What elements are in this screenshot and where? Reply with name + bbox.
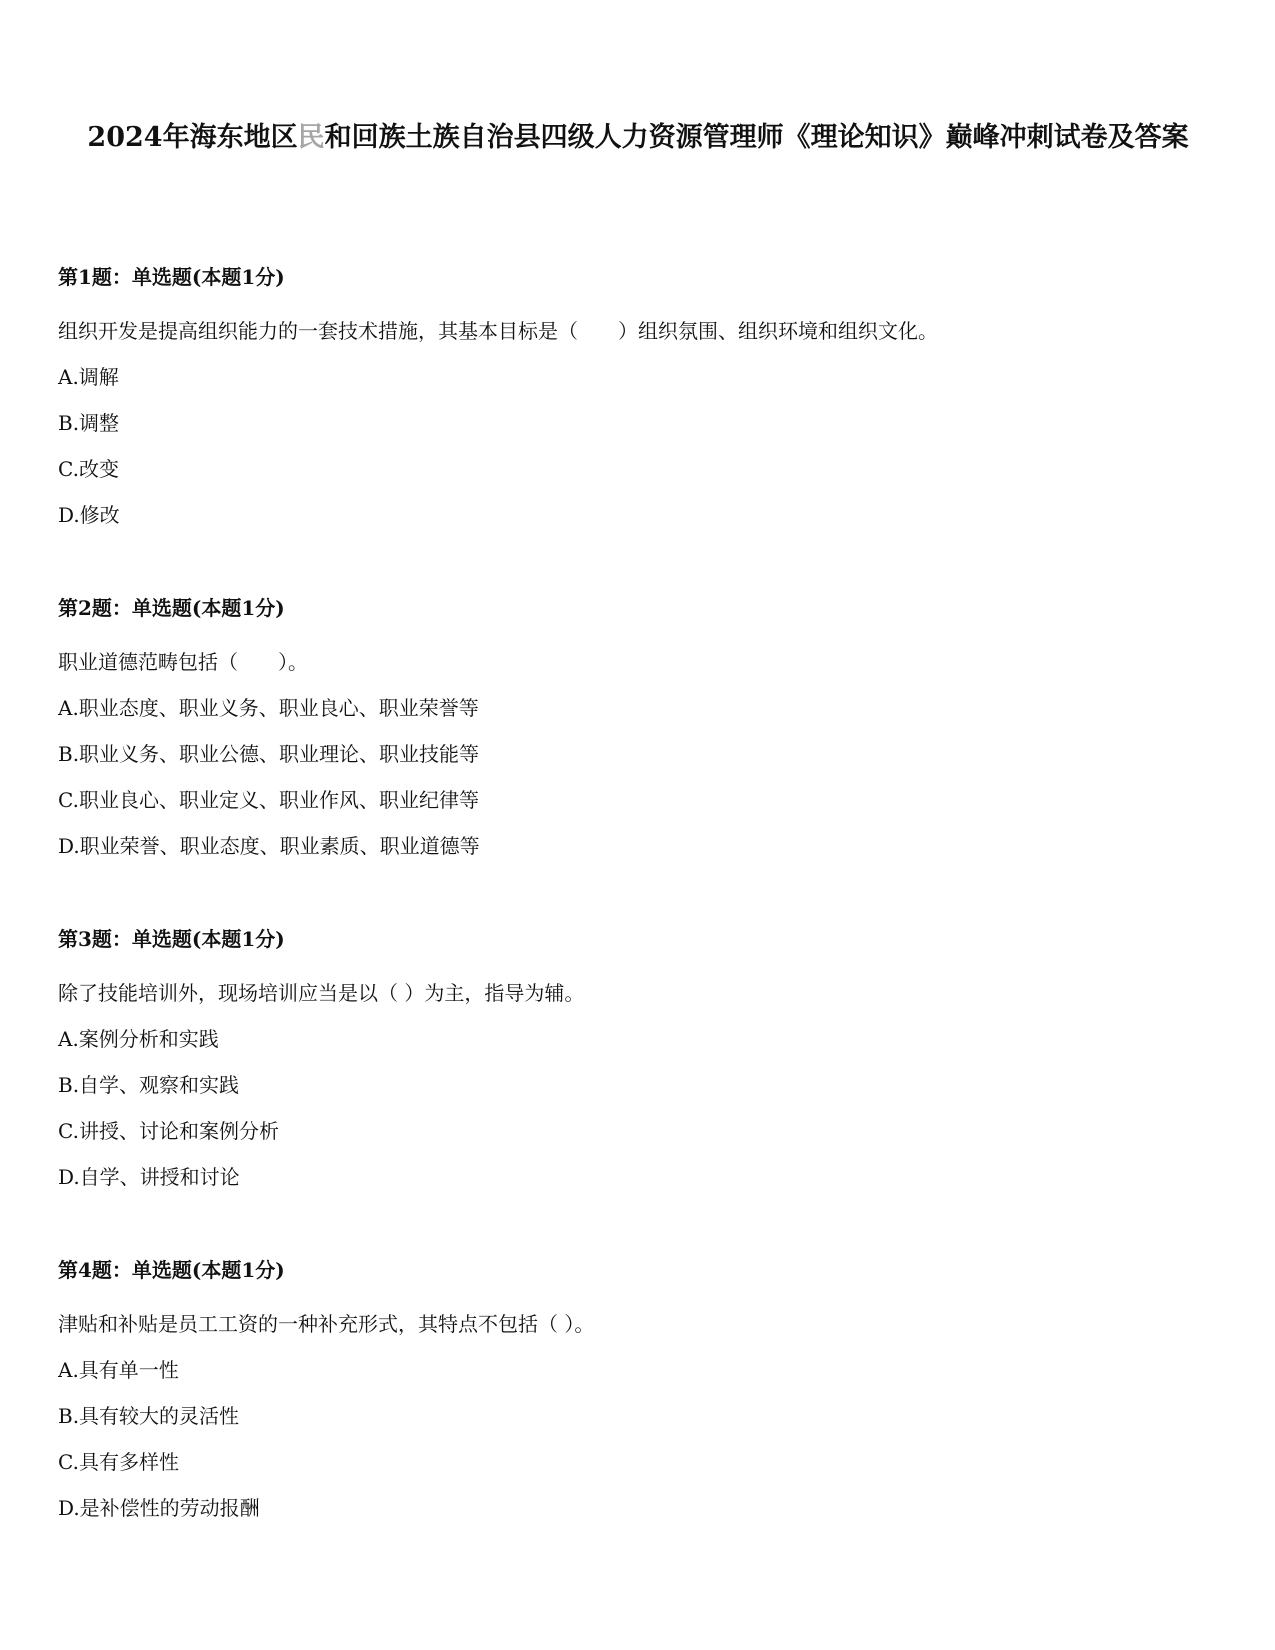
question-stem: 职业道德范畴包括（ ）。	[58, 650, 308, 674]
question-2	[58, 593, 1218, 861]
question-1	[58, 262, 1218, 530]
title-text-part2: 和回族土族自治县四级人力资源管理师《理论知识》巅峰冲刺试卷及答案	[324, 122, 1189, 153]
document-title	[58, 116, 1218, 160]
question-stem: 除了技能培训外，现场培训应当是以（ ）为主，指导为辅。	[58, 981, 585, 1005]
option-c: C.职业良心、职业定义、职业作风、职业纪律等	[58, 788, 479, 812]
question-header: 第4题：单选题(本题1分)	[58, 1258, 285, 1282]
question-4	[58, 1255, 1218, 1523]
option-d: D.自学、讲授和讨论	[58, 1165, 240, 1189]
question-stem: 组织开发是提高组织能力的一套技术措施，其基本目标是（ ）组织氛围、组织环境和组织文化。	[58, 319, 938, 343]
option-c: C.讲授、讨论和案例分析	[58, 1119, 279, 1143]
option-b: B.调整	[58, 411, 120, 435]
question-header: 第2题：单选题(本题1分)	[58, 596, 285, 620]
title-text-part1: 2024年海东地区	[87, 122, 298, 153]
option-b: B.职业义务、职业公德、职业理论、职业技能等	[58, 742, 480, 766]
option-b: B.具有较大的灵活性	[58, 1404, 240, 1428]
option-a: A.职业态度、职业义务、职业良心、职业荣誉等	[58, 696, 479, 720]
option-d: D.是补偿性的劳动报酬	[58, 1496, 260, 1520]
option-c: C.改变	[58, 457, 119, 481]
option-c: C.具有多样性	[58, 1450, 179, 1474]
option-a: A.调解	[58, 365, 119, 389]
question-header: 第3题：单选题(本题1分)	[58, 927, 285, 951]
option-d: D.职业荣誉、职业态度、职业素质、职业道德等	[58, 834, 480, 858]
question-3	[58, 924, 1218, 1192]
option-d: D.修改	[58, 503, 120, 527]
question-stem: 津贴和补贴是员工工资的一种补充形式，其特点不包括（ ）。	[58, 1312, 595, 1336]
option-a: A.案例分析和实践	[58, 1027, 219, 1051]
option-b: B.自学、观察和实践	[58, 1073, 240, 1097]
title-faded-char: 民	[297, 122, 325, 153]
option-a: A.具有单一性	[58, 1358, 179, 1382]
question-header: 第1题：单选题(本题1分)	[58, 265, 285, 289]
